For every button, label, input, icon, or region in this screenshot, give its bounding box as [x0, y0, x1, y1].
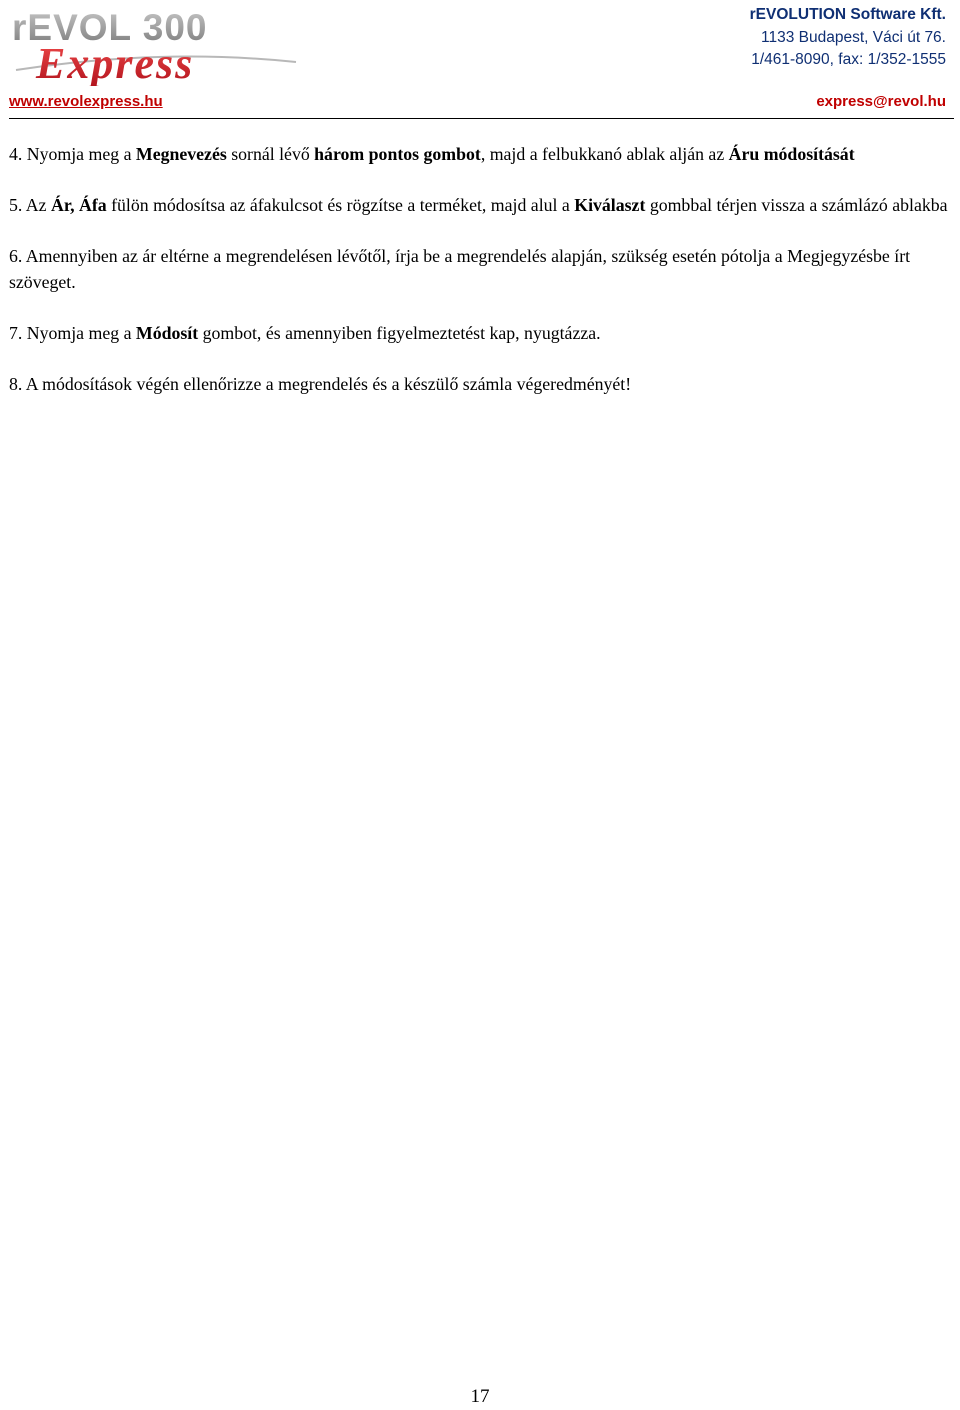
step-number: 8.	[9, 374, 23, 394]
step-text: gombot, és amennyiben figyelmeztetést kap, nyugtázza.	[198, 323, 601, 343]
step-text: Nyomja meg a	[22, 323, 136, 343]
step-text-bold: három pontos gombot	[314, 144, 481, 164]
company-info	[750, 4, 946, 72]
company-name: rEVOLUTION Software Kft.	[749, 6, 946, 23]
step-number: 7.	[9, 323, 23, 343]
logo-line2: Express	[36, 39, 195, 86]
step-text: Nyomja meg a	[22, 144, 136, 164]
step-8	[9, 371, 954, 397]
step-number: 4.	[9, 144, 23, 164]
step-text: Amennyiben az ár eltérne a megrendelésen lévőtől, írja be a megrendelés alapján, szükség esetén pótolja a Megjegyzésbe írt szöveget.	[9, 246, 911, 292]
website-link[interactable]: www.revolexpress.hu	[9, 93, 163, 110]
step-6	[9, 243, 954, 295]
step-4	[9, 141, 954, 167]
step-number: 6.	[9, 246, 23, 266]
instruction-steps	[9, 141, 954, 422]
step-number: 5.	[9, 195, 23, 215]
company-address: 1133 Budapest, Váci út 76.	[761, 28, 946, 46]
step-text-bold: Áru módosítását	[728, 144, 855, 164]
step-7	[9, 320, 954, 346]
header-links	[9, 93, 946, 117]
logo-line1: rEVOL 300	[12, 7, 208, 48]
step-text-bold: Megnevezés	[135, 144, 227, 164]
revol-express-logo	[10, 4, 300, 86]
email-link[interactable]: express@revol.hu	[816, 93, 946, 110]
step-text-bold: Kiválaszt	[574, 195, 646, 215]
header-divider	[9, 118, 954, 119]
step-text-bold: Módosít	[135, 323, 199, 343]
step-text-bold: Ár, Áfa	[51, 195, 107, 215]
step-5	[9, 192, 954, 218]
company-phone-fax: 1/461-8090, fax: 1/352-1555	[751, 51, 946, 68]
page-number: 17	[470, 1386, 490, 1407]
step-text: fülön módosítsa az áfakulcsot és rögzítse a terméket, majd alul a	[106, 195, 575, 215]
step-text: A módosítások végén ellenőrizze a megrendelés és a készülő számla végeredményét!	[22, 374, 632, 394]
step-text: Az	[22, 195, 51, 215]
step-text: , majd a felbukkanó ablak alján az	[480, 144, 729, 164]
step-text: gombbal térjen vissza a számlázó ablakba	[645, 195, 948, 215]
step-text: sornál lévő	[226, 144, 315, 164]
